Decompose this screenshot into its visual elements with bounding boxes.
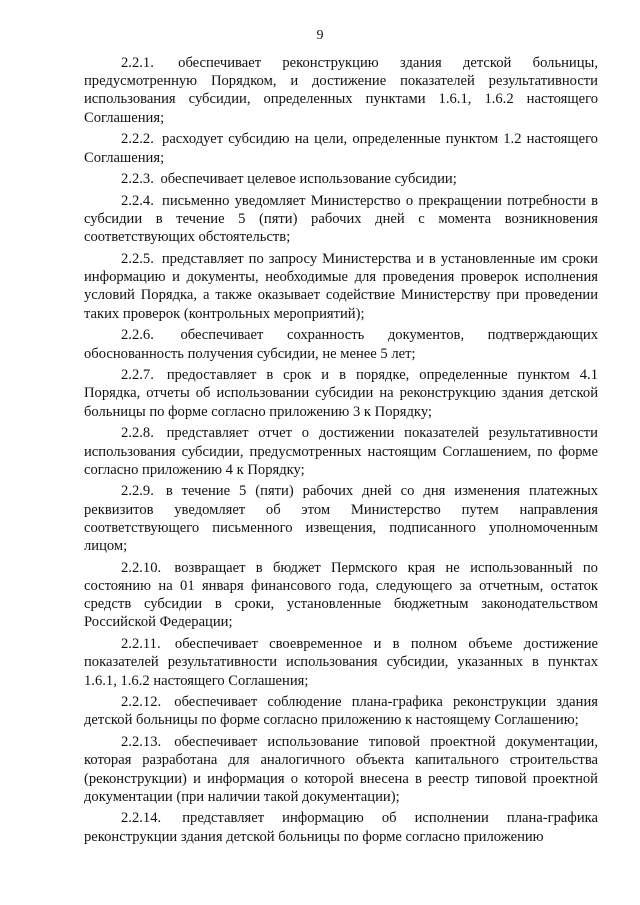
clause-text: обеспечивает своевременное и в полном объеме достижение показателей результативности использования субсидии, указанных в пунктах 1.6.1, 1.6.2 настоящего Соглашения; — [84, 636, 598, 689]
page-number: 9 — [316, 28, 324, 43]
clause-2-2-7 — [84, 366, 598, 421]
clause-text: в течение 5 (пяти) рабочих дней со дня изменения платежных реквизитов уведомляет об этом Министерство путем направления соответствующего письменного извещения, подписанного уполномоченным лицом; — [84, 483, 598, 555]
clause-text: обеспечивает реконструкцию здания детской больницы, предусмотренную Порядком, и достижение показателей результативности использования субсидии, определенных пунктами 1.6.1, 1.6.2 настоящего Соглашения; — [84, 55, 598, 126]
clause-number: 2.2.11. — [121, 636, 161, 653]
clause-number: 2.2.6. — [121, 327, 154, 344]
clause-2-2-2 — [84, 130, 598, 166]
clause-number: 2.2.10. — [121, 559, 162, 576]
clause-number: 2.2.5. — [121, 251, 154, 268]
clause-2-2-5 — [84, 250, 598, 323]
clause-text: возвращает в бюджет Пермского края не использованный по состоянию на 01 января финансового года, следующего за отчетным, остаток средств субсидии в сроки, установленные бюджетным законодательством Российской Федерации; — [84, 559, 598, 631]
clause-number: 2.2.4. — [121, 192, 154, 209]
clause-number: 2.2.12. — [121, 694, 162, 711]
clause-text: предоставляет в срок и в порядке, определенные пунктом 4.1 Порядка, отчеты об использовании субсидии на реконструкцию здания детской больницы по форме согласно приложению 3 к Порядку; — [84, 367, 598, 420]
clause-text: обеспечивает целевое использование субсидии; — [160, 171, 457, 188]
clause-text: обеспечивает сохранность документов, подтверждающих обоснованность получения субсидии, не менее 5 лет; — [84, 327, 598, 362]
clause-2-2-13 — [84, 733, 598, 806]
clause-2-2-12 — [84, 693, 598, 729]
clause-text: представляет информацию об исполнении плана-графика реконструкции здания детской больницы по форме согласно приложению — [84, 810, 598, 845]
clause-2-2-4 — [84, 192, 598, 247]
clause-number: 2.2.7. — [121, 367, 154, 384]
clause-2-2-6 — [84, 326, 598, 362]
clause-number: 2.2.9. — [121, 483, 154, 500]
clause-2-2-9 — [84, 482, 598, 555]
clause-2-2-14 — [84, 809, 598, 845]
clause-number: 2.2.2. — [121, 131, 154, 148]
clause-2-2-10 — [84, 559, 598, 632]
clause-text: представляет отчет о достижении показателей результативности использования субсидии, предусмотренных настоящим Соглашением, по форме согласно приложению 4 к Порядку; — [84, 425, 598, 478]
clause-text: обеспечивает соблюдение плана-графика реконструкции здания детской больницы по форме согласно приложению к настоящему Соглашению; — [84, 694, 598, 729]
clause-2-2-1 — [84, 54, 598, 127]
clause-number: 2.2.14. — [121, 810, 162, 827]
clause-text: представляет по запросу Министерства и в установленные им сроки информацию и документы, необходимые для проведения проверок исполнения условий Порядка, а также оказывает содействие Министерству при проведении таких проверок (контрольных мероприятий); — [84, 251, 598, 322]
clause-text: расходует субсидию на цели, определенные пунктом 1.2 настоящего Соглашения; — [84, 131, 598, 166]
clause-text: письменно уведомляет Министерство о прекращении потребности в субсидии в течение 5 (пяти) рабочих дней с момента возникновения соответствующих обстоятельств; — [84, 192, 598, 246]
clause-text: обеспечивает использование типовой проектной документации, которая разработана для аналогичного объекта капитального строительства (реконструкции) и информация о которой внесена в реестр типовой проектной документации (при наличии такой документации); — [84, 734, 598, 805]
document-body — [84, 54, 598, 849]
clause-number: 2.2.1. — [121, 55, 154, 71]
clause-number: 2.2.8. — [121, 425, 154, 442]
clause-2-2-11 — [84, 635, 598, 690]
clause-2-2-8 — [84, 424, 598, 479]
clause-number: 2.2.3. — [121, 171, 154, 188]
clause-2-2-3 — [84, 170, 598, 188]
clause-number: 2.2.13. — [121, 734, 162, 751]
